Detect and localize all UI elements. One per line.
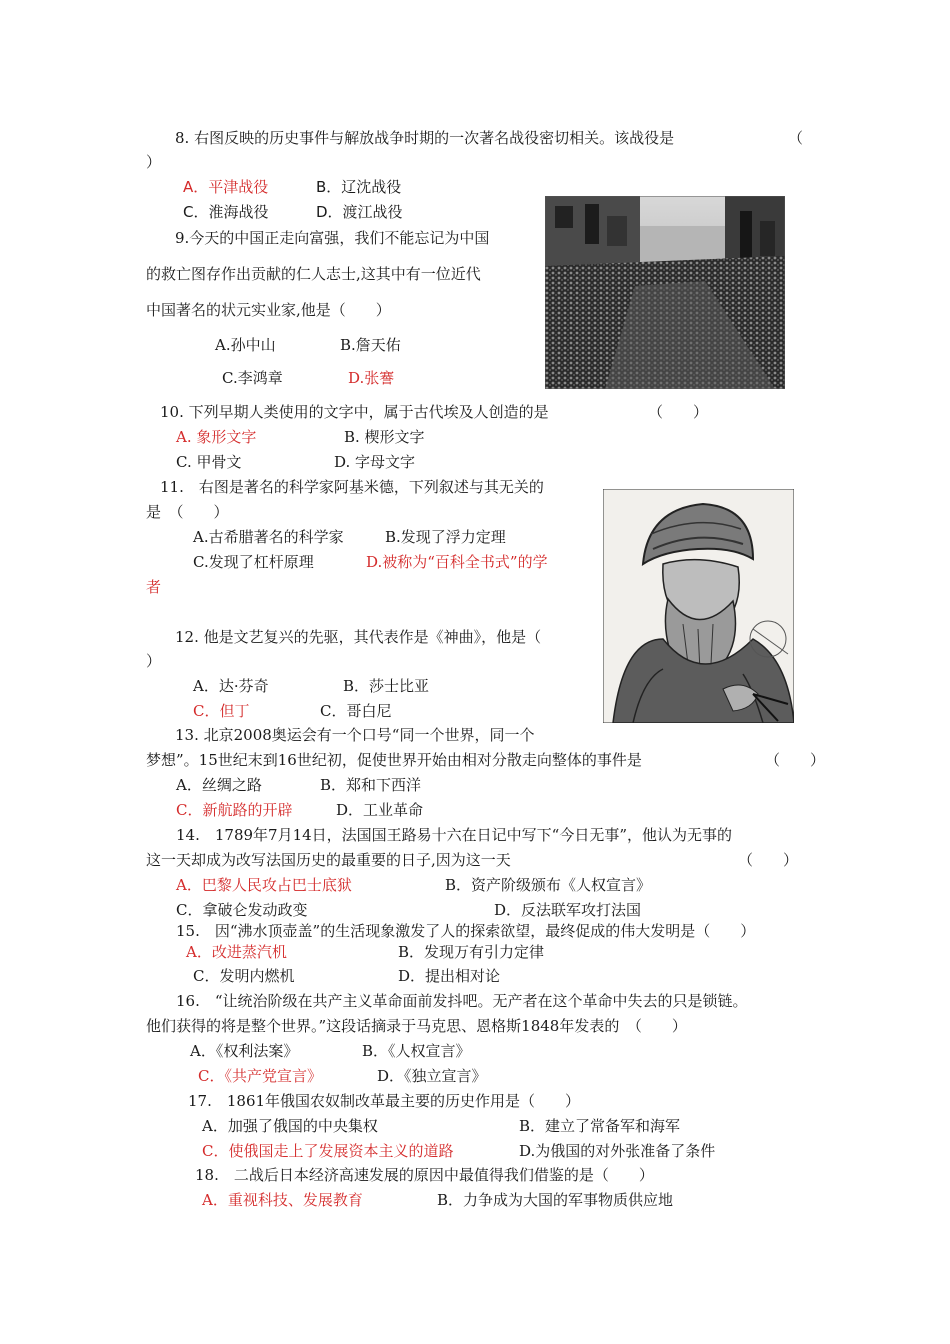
q14-option-b: B．资产阶级颁布《人权宣言》 [445, 876, 652, 894]
q12-option-a: A．达·芬奇 [193, 677, 269, 695]
q10-option-b: B. 楔形文字 [344, 428, 425, 446]
q17-option-c: C．使俄国走上了发展资本主义的道路 [202, 1142, 454, 1160]
q8-option-d: D．渡江战役 [316, 203, 403, 221]
q8-paren-close: ） [146, 153, 162, 171]
q12-option-d: C．哥白尼 [320, 702, 392, 720]
q9-option-b: B.詹天佑 [340, 336, 401, 354]
q9-line-3: 中国著名的状元实业家,他是（ ） [146, 301, 391, 319]
q10-stem: 10. 下列早期人类使用的文字中，属于古代埃及人创造的是 [160, 403, 549, 421]
q15-option-c: C．发明内燃机 [193, 967, 295, 985]
q14-option-c: C．拿破仑发动政变 [176, 901, 308, 919]
q16-option-c: C．《共产党宣言》 [198, 1067, 322, 1085]
q12-option-c: C．但丁 [193, 702, 250, 720]
archimedes-portrait [603, 489, 794, 723]
q9-line-1: 9.今天的中国正走向富强，我们不能忘记为中国 [175, 229, 490, 247]
q15-option-d: D．提出相对论 [398, 967, 501, 985]
q14-line-1: 14. 1789年7月14日，法国国王路易十六在日记中写下“今日无事”，他认为无事的 [176, 826, 732, 844]
q16-option-a: A．《权利法案》 [190, 1042, 299, 1060]
q8-option-a: A．平津战役 [183, 178, 269, 196]
q13-option-b: B．郑和下西洋 [320, 776, 422, 794]
q17-option-a: A．加强了俄国的中央集权 [202, 1117, 378, 1135]
q13-line-1: 13. 北京2008奥运会有一个口号“同一个世界，同一个 [175, 726, 535, 744]
q8-option-c: C．淮海战役 [183, 203, 269, 221]
q9-line-2: 的救亡图存作出贡献的仁人志士,这其中有一位近代 [146, 265, 481, 283]
q17-option-b: B．建立了常备军和海军 [519, 1117, 681, 1135]
q16-line-2: 他们获得的将是整个世界。”这段话摘录于马克思、恩格斯1848年发表的 （ ） [146, 1017, 687, 1035]
q10-paren: （ ） [648, 403, 709, 421]
crowd-parade-image [545, 196, 785, 389]
q16-line-1: 16. “让统治阶级在共产主义革命面前发抖吧。无产者在这个革命中失去的只是锁链。 [176, 992, 748, 1010]
q15-stem: 15. 因“沸水顶壶盖”的生活现象激发了人的探索欲望，最终促成的伟大发明是（ ） [176, 922, 756, 940]
q11-option-d-line-2: 者 [146, 578, 162, 596]
q8-paren-open: （ [788, 129, 804, 147]
q14-option-a: A．巴黎人民攻占巴士底狱 [176, 876, 352, 894]
q9-option-c: C.李鸿章 [222, 369, 283, 387]
q10-option-a: A. 象形文字 [176, 428, 257, 446]
q11-line-1: 11. 右图是著名的科学家阿基米德，下列叙述与其无关的 [160, 478, 544, 496]
archimedes-portrait-image [603, 489, 794, 723]
q8-stem: 8. 右图反映的历史事件与解放战争时期的一次著名战役密切相关。该战役是 [175, 129, 675, 147]
q13-option-c: C．新航路的开辟 [176, 801, 293, 819]
q18-stem: 18. 二战后日本经济高速发展的原因中最值得我们借鉴的是（ ） [195, 1166, 654, 1184]
q8-option-b: B．辽沈战役 [316, 178, 402, 196]
q11-option-b: B.发现了浮力定理 [385, 528, 506, 546]
q18-option-a: A．重视科技、发展教育 [202, 1191, 363, 1209]
q15-option-a: A．改进蒸汽机 [186, 943, 287, 961]
q12-paren-close: ） [146, 652, 162, 670]
q13-line-2: 梦想”。15世纪末到16世纪初，促使世界开始由相对分散走向整体的事件是 [146, 751, 642, 769]
q13-option-a: A．丝绸之路 [176, 776, 262, 794]
q13-option-d: D．工业革命 [336, 801, 424, 819]
q12-stem: 12. 他是文艺复兴的先驱，其代表作是《神曲》，他是（ [175, 628, 542, 646]
q10-option-d: D. 字母文字 [334, 453, 416, 471]
q11-option-a: A.古希腊著名的科学家 [193, 528, 344, 546]
q16-option-d: D．《独立宣言》 [377, 1067, 487, 1085]
q18-option-b: B．力争成为大国的军事物质供应地 [437, 1191, 674, 1209]
q10-option-c: C. 甲骨文 [176, 453, 242, 471]
q12-option-b: B．莎士比亚 [343, 677, 430, 695]
crowd-parade-photo [545, 196, 785, 389]
q14-option-d: D．反法联军攻打法国 [494, 901, 642, 919]
q11-option-d-line-1: D.被称为“百科全书式”的学 [366, 553, 548, 571]
q14-paren: （ ） [738, 851, 799, 869]
q14-line-2: 这一天却成为改写法国历史的最重要的日子,因为这一天 [146, 851, 511, 869]
q16-option-b: B．《人权宣言》 [362, 1042, 471, 1060]
q9-option-a: A.孙中山 [215, 336, 276, 354]
q9-option-d: D.张謇 [348, 369, 395, 387]
q17-option-d: D.为俄国的对外张准备了条件 [519, 1142, 716, 1160]
q11-line-2: 是 （ ） [146, 503, 229, 521]
q13-paren: （ ） [765, 751, 826, 769]
q15-option-b: B．发现万有引力定律 [398, 943, 545, 961]
q11-option-c: C.发现了杠杆原理 [193, 553, 314, 571]
q17-stem: 17. 1861年俄国农奴制改革最主要的历史作用是（ ） [188, 1092, 581, 1110]
